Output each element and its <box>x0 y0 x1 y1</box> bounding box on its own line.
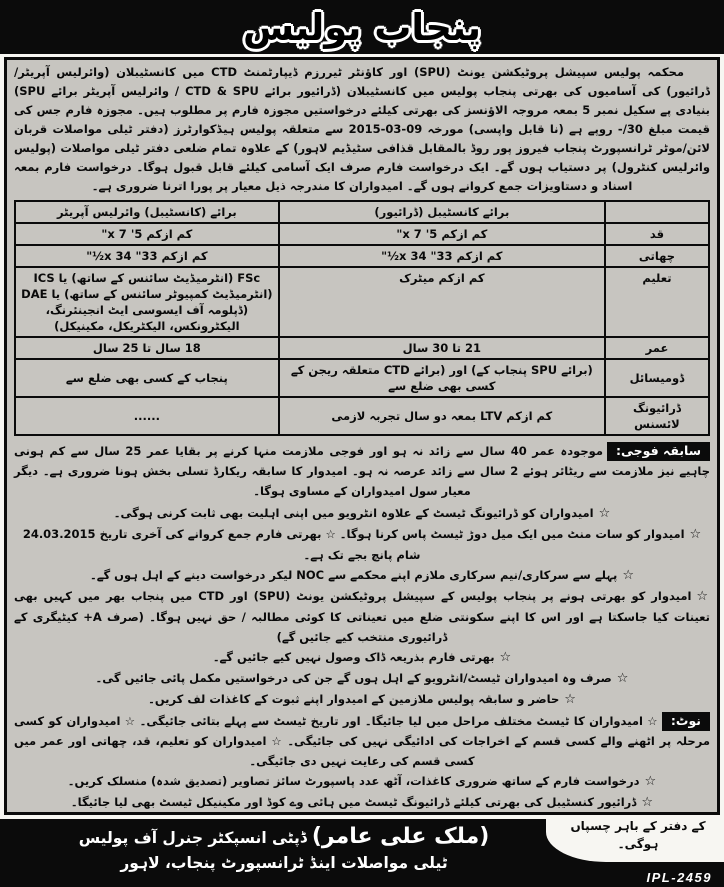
wireless-value: پنجاب کے کسی بھی ضلع سے <box>15 359 279 397</box>
ex-servicemen-text: موجودہ عمر 40 سال سے زائد نہ ہو اور فوجی ملازمت منہا کرنے پر بقایا عمر 25 سال سے کم ہونی چاہیے نیز ملازمت سے ریٹائر ہوئے 2 سال سے زائد عرصہ نہ ہو۔ امیدوار کا سابقہ ریکارڈ تسلی بخش ہونا ضروری ہے۔ دیگر معیار سول امیدواران کے مساوی ہوگا۔ <box>14 444 710 498</box>
driver-value: (برائے SPU پنجاب کے) اور (برائے CTD متعلقہ ریجن کے کسی بھی ضلع سے <box>279 359 605 397</box>
wireless-value: FSc (انٹرمیڈیٹ سائنس کے ساتھ) یا ICS (انٹرمیڈیٹ کمپیوٹر سائنس کے ساتھ) یا DAE (ڈپلومہ آف ایسوسی ایٹ انجینئرنگ، الیکٹرونکس، الیکٹریکل، مکینیکل) <box>15 267 279 337</box>
header-cell-driver: برائے کانسٹیبل (ڈرائیور) <box>279 201 605 223</box>
signatory-line <box>14 824 554 851</box>
bullet-text: امیدوار کو بھرتی ہونے پر پنجاب پولیس کے سپیشل پروٹیکشن یونٹ (SPU) اور CTD میں پنجاب بھر میں کہیں بھی تعینات کیا جاسکتا ہے اور اس کا اپنے سکونتی ضلع میں تعیناتی کا کوئی مطالبہ / حق نہیں ہوگا۔ (صرف A+ کیٹیگری کے ڈرائیوری منتخب کیے جائیں گے) <box>14 589 710 644</box>
star-icon: ☆ <box>644 774 657 789</box>
row-label: تعلیم <box>605 267 709 337</box>
bullet-item <box>14 689 710 710</box>
tail-line: کے دفتر کے باہر چسپاں ہوگی۔ <box>570 819 706 851</box>
star-icon: ☆ <box>689 527 702 542</box>
table-header-row <box>15 201 709 223</box>
note-paragraph <box>14 711 710 771</box>
wireless-value: ...... <box>15 397 279 435</box>
star-icon: ☆ <box>499 650 512 665</box>
star-icon: ☆ <box>598 506 611 521</box>
row-label: قد <box>605 223 709 245</box>
table-row-domicile <box>15 359 709 397</box>
star-icon: ☆ <box>641 795 654 810</box>
bullet-text: حاضر و سابقہ پولیس ملازمین کے امیدوار اپنے ثبوت کے کاغذات لف کریں۔ <box>148 692 560 706</box>
table-row-education <box>15 267 709 337</box>
header-cell-criteria <box>605 201 709 223</box>
note-bullet-item <box>14 792 710 813</box>
signatory-designation: ڈپٹی انسپکٹر جنرل آف پولیس <box>78 829 307 847</box>
note-label: نوٹ: <box>662 712 710 731</box>
signatory-name: (ملک علی عامر) <box>311 824 490 849</box>
bullet-item <box>14 524 710 565</box>
ex-servicemen-label: سابقہ فوجی: <box>607 442 710 461</box>
bullet-item <box>14 503 710 524</box>
star-icon: ☆ <box>616 671 629 686</box>
table-row-age <box>15 337 709 359</box>
star-icon: ☆ <box>564 692 576 707</box>
tail-text-notch <box>546 815 724 862</box>
table-row-height <box>15 223 709 245</box>
bullet-item <box>14 565 710 586</box>
table-row-chest <box>15 245 709 267</box>
ad-body-box <box>4 57 720 815</box>
page-title: پنجاب پولیس <box>242 5 481 49</box>
note-text: ☆ امیدواران کا ٹیسٹ مختلف مراحل میں لیا جائیگا۔ اور تاریخ ٹیسٹ سے پہلے بتائی جائیگی۔ ☆ امیدواران کو کسی مرحلہ پر اٹھنے والے کسی قسم کے اخراجات کی ادائیگی نہیں کی جائیگی۔ ☆ امیدواران کو تعلیم، قد، چھاتی اور عمر میں کسی قسم کی رعایت نہیں دی جائیگی۔ <box>14 714 710 768</box>
bullet-text: بھرتی فارم بذریعہ ڈاک وصول نہیں کیے جائیں گے۔ <box>212 650 495 664</box>
row-label: چھاتی <box>605 245 709 267</box>
wireless-value: کم ازکم 33" x 34½" <box>15 245 279 267</box>
driver-value: کم ازکم 5' x 7" <box>279 223 605 245</box>
bullet-text: امیدوار کو سات منٹ میں ایک میل دوڑ ٹیسٹ پاس کرنا ہوگا۔ ☆ بھرتی فارم جمع کروانے کی آخری تاریخ 24.03.2015 شام پانچ بجے تک ہے۔ <box>22 527 685 562</box>
bullet-item <box>14 668 710 689</box>
bullet-text: ڈرائیور کنسٹیبل کی بھرتی کیلئے ڈرائیونگ ٹیسٹ میں ہائی وے کوڈ اور مکینیکل ٹیسٹ بھی لیا جائیگا۔ <box>70 795 637 809</box>
intro-paragraph: محکمہ پولیس سپیشل پروٹیکشن یونٹ (SPU) اور کاؤنٹر ٹیررزم ڈیپارٹمنٹ CTD میں کانسٹیبلان (وائرلیس آپریٹر/ڈرائیور) کی آسامیوں کی بھرتی پنجاب پولیس میں کانسٹیبلان (ڈرائیور برائے CTD & SPU / وائرلیس آپریٹر برائے SPU) بنیادی پے سکیل نمبر 5 بمعہ مروجہ الاؤنسز کی بھرتی کیلئے درخواستیں مجوزہ فارم پر مطلوب ہیں۔ مجوزہ فارم جس کی قیمت مبلغ 30/- روپے ہے (نا قابل واپسی) مورخہ 09-03-2015 سے متعلقہ پولیس ہیڈکوارٹرز (دفتر ٹیلی مواصلات قربان لائن/موٹر ٹرانسپورٹ پنجاب فیروز پور روڈ بالمقابل قذافی سٹیڈیم لاہور) کے علاوہ تمام ضلعی دفتر ٹیلی مواصلات (پولیس وائرلیس کنٹرول) پر دستیاب ہوں گے۔ ایک درخواست فارم صرف ایک آسامی کیلئے قابل قبول ہوگا۔ درخواست فارم بمعہ اسناد و دستاویزات جمع کروانے ہوں گے۔ امیدواران کا مندرجہ ذیل معیار پر پورا اترنا ضروری ہے۔ <box>14 65 711 193</box>
bullet-text: پہلے سے سرکاری/نیم سرکاری ملازم اپنے محکمے سے NOC لیکر درخواست دینے کے اہل ہوں گے۔ <box>89 568 618 582</box>
wireless-value: کم ازکم 5' x 7" <box>15 223 279 245</box>
driver-value: کم ازکم 33" x 34½" <box>279 245 605 267</box>
driver-value: کم ازکم LTV بمعہ دو سال تجربہ لازمی <box>279 397 605 435</box>
row-label: ڈرائیونگ لائسنس <box>605 397 709 435</box>
header-cell-wireless: برائے (کانسٹیبل) وائرلیس آپریٹر <box>15 201 279 223</box>
driver-value: کم ازکم میٹرک <box>279 267 605 337</box>
footer-strip <box>0 815 724 887</box>
star-icon: ☆ <box>622 568 635 583</box>
signatory-department: ٹیلی مواصلات اینڈ ٹرانسپورٹ پنجاب، لاہور <box>120 854 448 872</box>
bullet-item <box>14 586 710 647</box>
wireless-value: 18 سال تا 25 سال <box>15 337 279 359</box>
driver-value: 21 تا 30 سال <box>279 337 605 359</box>
bullet-item <box>14 647 710 668</box>
signature-block <box>14 824 554 875</box>
ex-servicemen-paragraph <box>14 441 710 501</box>
bullet-text: صرف وہ امیدواران ٹیسٹ/انٹرویو کے اہل ہوں گے جن کی درخواستیں مکمل پائی جائیں گی۔ <box>95 671 612 685</box>
table-row-driving-license <box>15 397 709 435</box>
masthead-band <box>0 0 724 54</box>
bullet-text: درخواست فارم کے ساتھ ضروری کاغذات، آٹھ عدد پاسپورٹ سائز تصاویر (تصدیق شدہ) منسلک کریں۔ <box>67 774 640 788</box>
ad-reference-number: IPL-2459 <box>646 870 712 885</box>
row-label: عمر <box>605 337 709 359</box>
bullet-text: امیدواران کو ڈرائیونگ ٹیسٹ کے علاوہ انٹرویو میں اپنی اہلیت بھی ثابت کرنی ہوگی۔ <box>113 506 594 520</box>
eligibility-table <box>14 200 710 436</box>
note-bullet-item <box>14 771 710 792</box>
star-icon: ☆ <box>696 589 711 604</box>
row-label: ڈومیسائل <box>605 359 709 397</box>
